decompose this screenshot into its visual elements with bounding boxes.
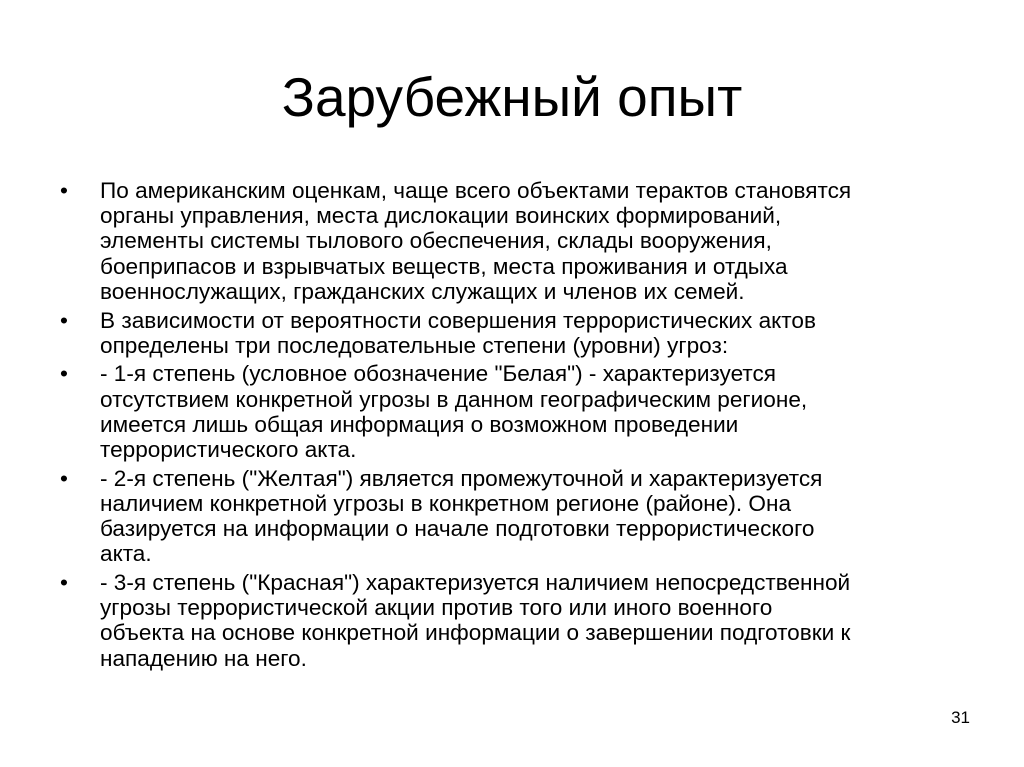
bullet-item: [60, 570, 970, 671]
page-number: 31: [951, 708, 970, 727]
bullet-text: По американским оценкам, чаще всего объектами терактов становятся органы управления, места дислокации воинских формирований, элементы системы тылового обеспечения, склады вооружения, боеприпасов и взрывчатых веществ, места проживания и отдыха военнослужащих, гражданских служащих и членов их семей.: [100, 178, 852, 304]
bullet-text: В зависимости от вероятности совершения террористических актов определены три последовательные степени (уровни) угроз:: [100, 307, 816, 358]
bullet-item: [60, 308, 970, 358]
bullet-marker: •: [60, 361, 68, 387]
bullet-item: [60, 361, 970, 462]
bullet-marker: •: [60, 178, 68, 203]
bullet-marker: •: [60, 307, 68, 333]
bullet-text: - 1-я степень (условное обозначение "Белая") - характеризуется отсутствием конкретной угрозы в данном географическим регионе, имеется лишь общая информация о возможном проведении террористического акта.: [100, 361, 808, 463]
bullet-item: [60, 466, 970, 567]
bullet-marker: •: [60, 465, 68, 491]
bullet-text: - 2-я степень ("Желтая") является промежуточной и характеризуется наличием конкретной угрозы в конкретном регионе (районе). Она базируется на информации о начале подготовки террористического акта.: [100, 465, 823, 567]
bullet-list: [60, 178, 970, 674]
bullet-marker: •: [60, 570, 68, 596]
bullet-item: [60, 178, 970, 304]
slide-title: Зарубежный опыт: [281, 66, 743, 128]
bullet-text: - 3-я степень ("Красная") характеризуется наличием непосредственной угрозы террористической акции против того или иного военного объекта на основе конкретной информации о завершении подготовки к нападению на него.: [100, 570, 851, 671]
